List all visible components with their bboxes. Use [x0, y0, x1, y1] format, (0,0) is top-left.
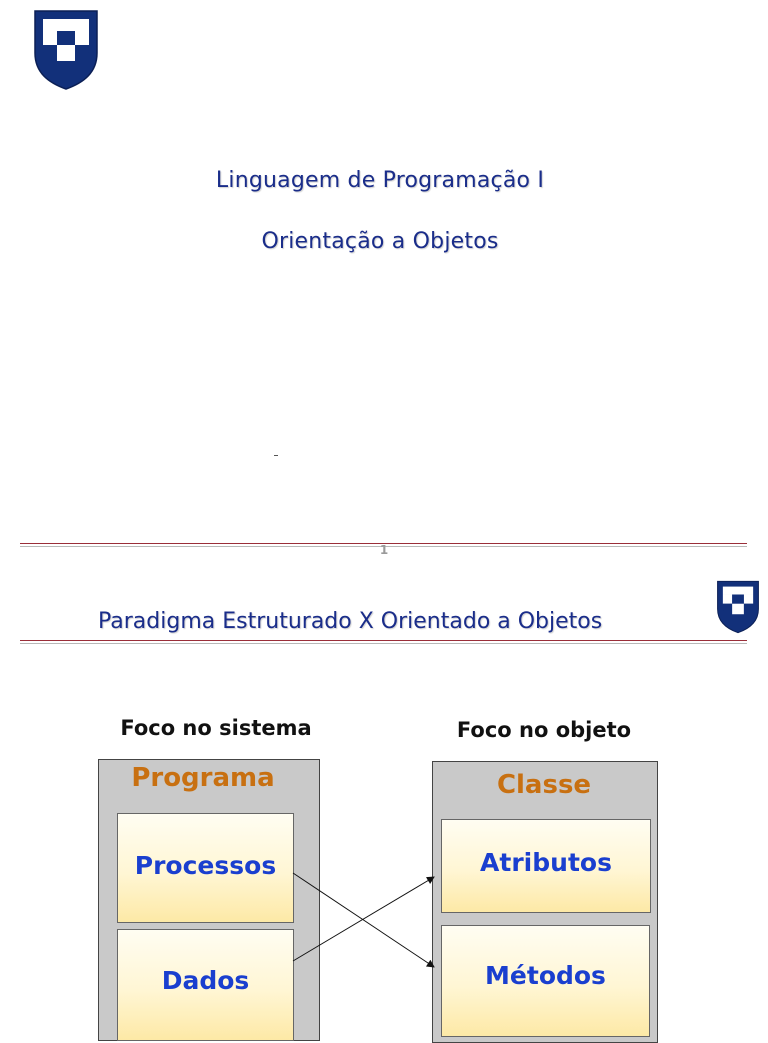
slide2-title-rule-shadow [20, 643, 747, 644]
slide1-title-line1: Linguagem de Programação I [215, 168, 545, 193]
slide2-title: Paradigma Estruturado X Orientado a Objetos [98, 609, 603, 634]
atributos-label: Atributos [480, 848, 612, 877]
stray-dash-mark [274, 455, 278, 456]
processos-label: Processos [134, 851, 277, 880]
institution-logo [33, 9, 99, 91]
slide2-title-rule [20, 640, 747, 641]
dados-label: Dados [161, 966, 250, 995]
class-panel-title: Classe [496, 770, 592, 800]
page-number: 1 [379, 543, 389, 557]
metodos-label: Métodos [485, 961, 606, 990]
right-column-heading: Foco no objeto [456, 718, 632, 742]
program-panel-title: Programa [131, 763, 275, 793]
institution-logo [716, 580, 760, 634]
slide1-title-line2: Orientação a Objetos [261, 229, 499, 254]
left-column-heading: Foco no sistema [120, 716, 312, 740]
